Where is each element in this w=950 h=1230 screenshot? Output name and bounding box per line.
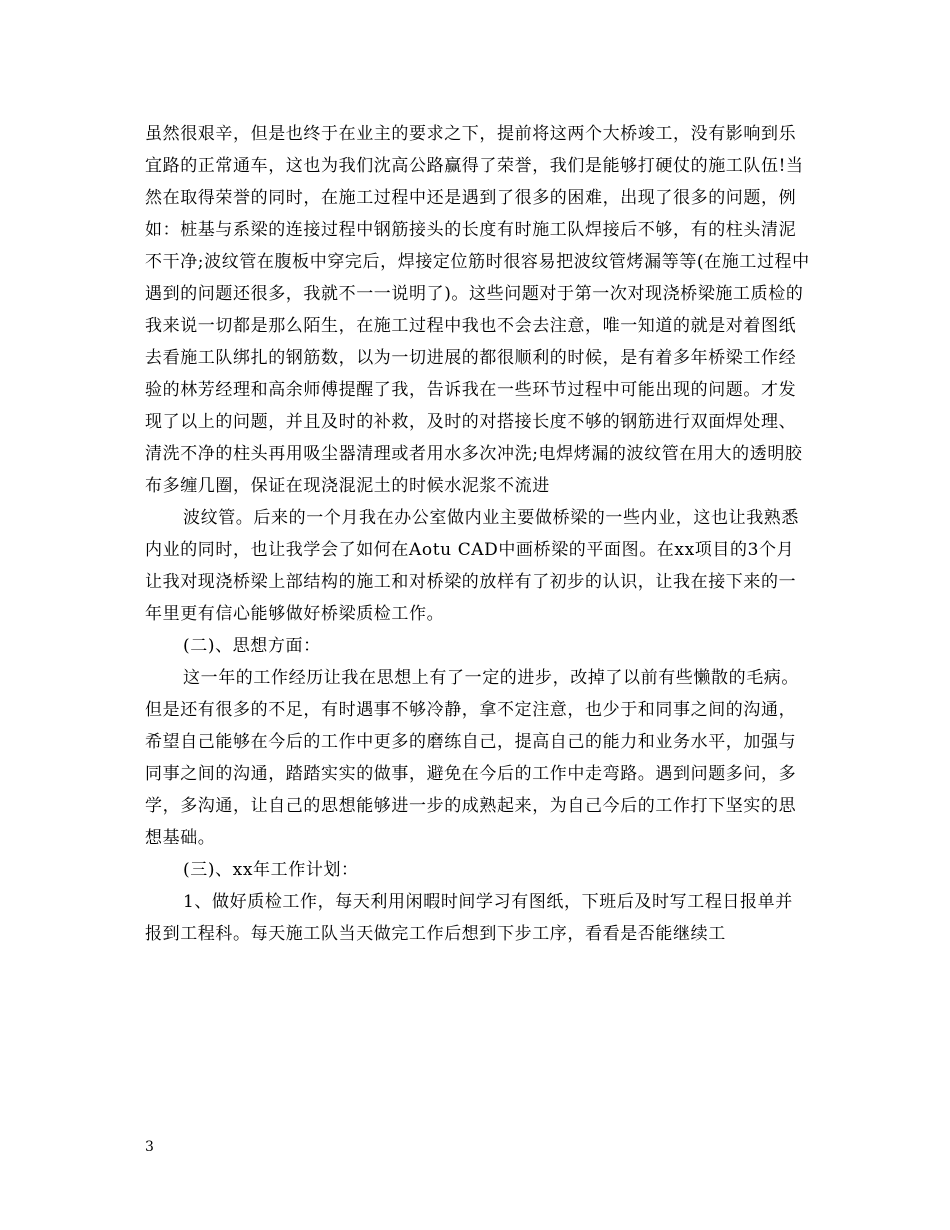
section-heading-work-plan: (三)、xx年工作计划：	[183, 860, 359, 880]
document-body	[145, 118, 810, 950]
paragraph-4: 1、做好质检工作，每天利用闲暇时间学习有图纸，下班后及时写工程日报单并报到工程科。每天施工队当天做完工作后想到下步工序，看看是否能继续工	[145, 892, 793, 944]
paragraph-3: 这一年的工作经历让我在思想上有了一定的进步，改掉了以前有些懒散的毛病。但是还有很多的不足，有时遇事不够冷静，拿不定注意，也少于和同事之间的沟通，希望自己能够在今后的工作中更多的磨练自己，提高自己的能力和业务水平，加强与同事之间的沟通，踏踏实实的做事，避免在今后的工作中走弯路。遇到问题多问，多学，多沟通，让自己的思想能够进一步的成熟起来，为自己今后的工作打下坚实的思想基础。	[145, 668, 799, 848]
paragraph-1: 虽然很艰辛，但是也终于在业主的要求之下，提前将这两个大桥竣工，没有影响到乐宜路的正常通车，这也为我们沈高公路赢得了荣誉，我们是能够打硬仗的施工队伍!当然在取得荣誉的同时，在施工过程中还是遇到了很多的困难，出现了很多的问题，例如：桩基与系梁的连接过程中钢筋接头的长度有时施工队焊接后不够，有的柱头清泥不干净;波纹管在腹板中穿完后，焊接定位筋时很容易把波纹管烤漏等等(在施工过程中遇到的问题还很多，我就不一一说明了)。这些问题对于第一次对现浇桥梁施工质检的我来说一切都是那么陌生，在施工过程中我也不会去注意，唯一知道的就是对着图纸去看施工队绑扎的钢筋数，以为一切进展的都很顺利的时候，是有着多年桥梁工作经验的林芳经理和高余师傅提醒了我，告诉我在一些环节过程中可能出现的问题。才发现了以上的问题，并且及时的补救，及时的对搭接长度不够的钢筋进行双面焊处理、清洗不净的柱头再用吸尘器清理或者用水多次冲洗;电焊烤漏的波纹管在用大的透明胶布多缠几圈，保证在现浇混泥土的时候水泥浆不流进	[145, 124, 810, 496]
page-number: 3	[145, 1139, 154, 1155]
section-heading-thought: (二)、思想方面：	[183, 636, 321, 656]
paragraph-2: 波纹管。后来的一个月我在办公室做内业主要做桥梁的一些内业，这也让我熟悉内业的同时，也让我学会了如何在Aotu CAD中画桥梁的平面图。在xx项目的3个月让我对现浇桥梁上部结构的施工和对桥梁的放样有了初步的认识，让我在接下来的一年里更有信心能够做好桥梁质检工作。	[145, 508, 799, 624]
